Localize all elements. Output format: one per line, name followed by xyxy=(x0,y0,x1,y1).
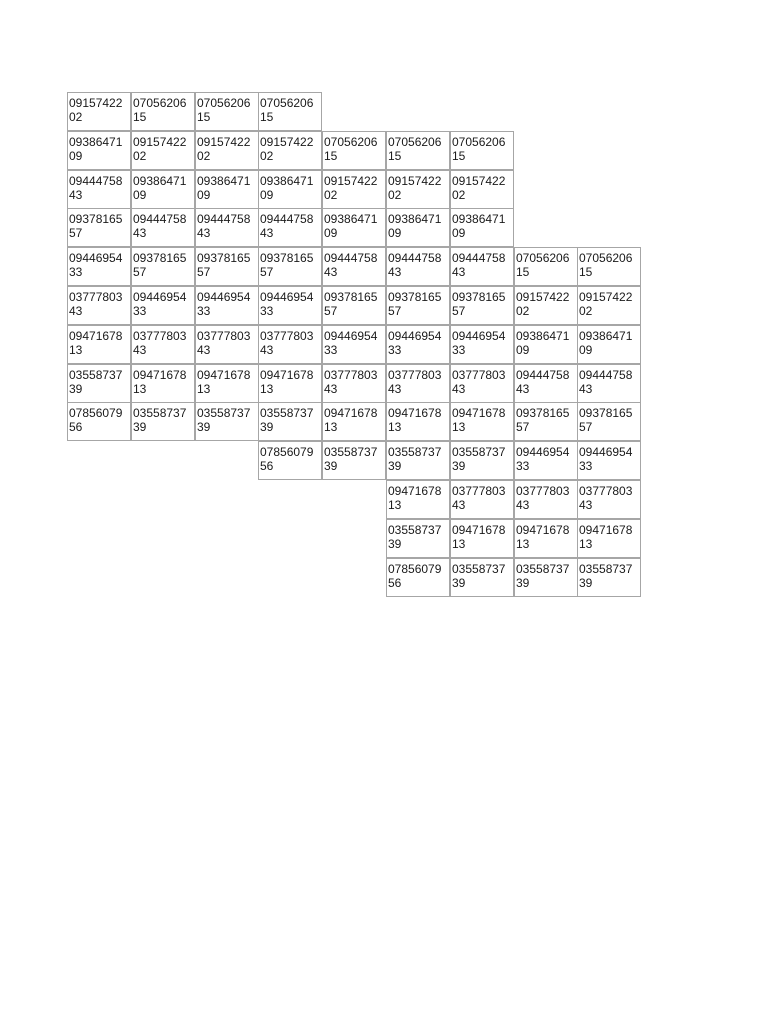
table-cell[interactable] xyxy=(67,247,131,286)
table-cell[interactable] xyxy=(67,208,131,247)
table-cell[interactable] xyxy=(386,208,450,247)
table-cell[interactable] xyxy=(577,286,641,325)
cell-number-line1: 03558737 xyxy=(324,445,378,459)
cell-number-line1: 09157422 xyxy=(452,174,506,188)
cell-number-line2: 02 xyxy=(260,149,274,163)
cell-number-line1: 07856079 xyxy=(69,406,123,420)
table-cell[interactable] xyxy=(67,92,131,131)
cell-number-line2: 39 xyxy=(516,576,530,590)
cell-number-line2: 15 xyxy=(133,110,147,124)
cell-number-line2: 13 xyxy=(388,420,402,434)
cell-number-line2: 09 xyxy=(579,343,593,357)
cell-number-line2: 57 xyxy=(452,304,466,318)
cell-number-line2: 13 xyxy=(452,537,466,551)
cell-number-line1: 03558737 xyxy=(388,445,442,459)
cell-number-line2: 33 xyxy=(69,265,83,279)
table-cell[interactable] xyxy=(514,286,578,325)
cell-number-line2: 57 xyxy=(260,265,274,279)
cell-number-line2: 43 xyxy=(197,226,211,240)
cell-number-line1: 09471678 xyxy=(579,523,633,537)
cell-number-line2: 39 xyxy=(324,459,338,473)
cell-number-line1: 09157422 xyxy=(197,135,251,149)
table-cell[interactable] xyxy=(322,364,386,403)
cell-number-line2: 57 xyxy=(69,226,83,240)
cell-number-line1: 09378165 xyxy=(388,290,442,304)
table-cell[interactable] xyxy=(386,441,450,480)
table-cell[interactable] xyxy=(514,364,578,403)
cell-number-line2: 57 xyxy=(579,420,593,434)
cell-number-line1: 09444758 xyxy=(197,212,251,226)
table-cell[interactable] xyxy=(131,402,195,441)
table-cell[interactable] xyxy=(258,170,322,209)
table-cell[interactable] xyxy=(514,558,578,597)
cell-number-line2: 02 xyxy=(69,110,83,124)
table-cell[interactable] xyxy=(386,286,450,325)
cell-number-line2: 02 xyxy=(452,188,466,202)
cell-number-line2: 02 xyxy=(516,304,530,318)
cell-number-line2: 13 xyxy=(388,498,402,512)
table-cell[interactable] xyxy=(322,208,386,247)
table-cell[interactable] xyxy=(195,92,259,131)
table-cell[interactable] xyxy=(258,325,322,364)
cell-number-line1: 09157422 xyxy=(260,135,314,149)
table-cell[interactable] xyxy=(577,519,641,558)
cell-number-line1: 09386471 xyxy=(516,329,570,343)
cell-number-line2: 43 xyxy=(388,265,402,279)
cell-number-line2: 43 xyxy=(516,498,530,512)
cell-number-line2: 02 xyxy=(388,188,402,202)
cell-number-line1: 07056206 xyxy=(452,135,506,149)
table-cell[interactable] xyxy=(577,402,641,441)
cell-number-line2: 33 xyxy=(388,343,402,357)
cell-number-line2: 33 xyxy=(579,459,593,473)
cell-number-line1: 09157422 xyxy=(388,174,442,188)
cell-number-line1: 09378165 xyxy=(197,251,251,265)
cell-number-line1: 09378165 xyxy=(452,290,506,304)
cell-number-line2: 43 xyxy=(452,265,466,279)
cell-number-line2: 02 xyxy=(324,188,338,202)
cell-number-line1: 09444758 xyxy=(516,368,570,382)
table-cell[interactable] xyxy=(322,247,386,286)
cell-number-line2: 02 xyxy=(579,304,593,318)
cell-number-line2: 09 xyxy=(516,343,530,357)
cell-number-line1: 09386471 xyxy=(452,212,506,226)
cell-number-line1: 09471678 xyxy=(69,329,123,343)
cell-number-line1: 07056206 xyxy=(197,96,251,110)
cell-number-line2: 39 xyxy=(388,537,402,551)
cell-number-line1: 09378165 xyxy=(260,251,314,265)
table-cell[interactable] xyxy=(514,325,578,364)
table-cell[interactable] xyxy=(195,325,259,364)
table-cell[interactable] xyxy=(258,92,322,131)
cell-number-line1: 09386471 xyxy=(579,329,633,343)
cell-number-line2: 43 xyxy=(516,382,530,396)
cell-number-line2: 09 xyxy=(324,226,338,240)
cell-number-line1: 07856079 xyxy=(260,445,314,459)
cell-number-line2: 09 xyxy=(388,226,402,240)
cell-number-line1: 09471678 xyxy=(452,406,506,420)
cell-number-line2: 09 xyxy=(452,226,466,240)
table-cell[interactable] xyxy=(131,208,195,247)
table-cell[interactable] xyxy=(450,558,514,597)
table-cell[interactable] xyxy=(514,519,578,558)
cell-number-line1: 07056206 xyxy=(260,96,314,110)
table-cell[interactable] xyxy=(131,325,195,364)
cell-number-line2: 33 xyxy=(133,304,147,318)
cell-number-line2: 33 xyxy=(516,459,530,473)
cell-number-line1: 09471678 xyxy=(516,523,570,537)
cell-number-line2: 09 xyxy=(260,188,274,202)
table-cell[interactable] xyxy=(195,286,259,325)
table-cell[interactable] xyxy=(386,364,450,403)
table-cell[interactable] xyxy=(67,325,131,364)
cell-number-line1: 03777803 xyxy=(452,484,506,498)
cell-number-line1: 03558737 xyxy=(452,562,506,576)
cell-number-line1: 07056206 xyxy=(516,251,570,265)
cell-number-line1: 03777803 xyxy=(133,329,187,343)
cell-number-line2: 15 xyxy=(579,265,593,279)
cell-number-line1: 09471678 xyxy=(452,523,506,537)
cell-number-line1: 09444758 xyxy=(133,212,187,226)
cell-number-line2: 43 xyxy=(260,226,274,240)
cell-number-line1: 09386471 xyxy=(388,212,442,226)
table-cell[interactable] xyxy=(386,170,450,209)
table-cell[interactable] xyxy=(322,325,386,364)
table-cell[interactable] xyxy=(67,170,131,209)
table-cell[interactable] xyxy=(450,325,514,364)
table-cell[interactable] xyxy=(514,402,578,441)
table-cell[interactable] xyxy=(258,286,322,325)
cell-number-line2: 33 xyxy=(324,343,338,357)
cell-number-line1: 09446954 xyxy=(516,445,570,459)
cell-number-line2: 02 xyxy=(133,149,147,163)
table-cell[interactable] xyxy=(514,441,578,480)
table-cell[interactable] xyxy=(195,402,259,441)
cell-number-line1: 09386471 xyxy=(197,174,251,188)
table-cell[interactable] xyxy=(258,131,322,170)
cell-number-line1: 03558737 xyxy=(69,368,123,382)
table-cell[interactable] xyxy=(386,247,450,286)
cell-number-line1: 09446954 xyxy=(197,290,251,304)
cell-number-line1: 03558737 xyxy=(388,523,442,537)
table-cell[interactable] xyxy=(67,402,131,441)
cell-number-line2: 13 xyxy=(579,537,593,551)
cell-number-line2: 43 xyxy=(579,382,593,396)
cell-number-line2: 09 xyxy=(69,149,83,163)
table-cell[interactable] xyxy=(322,286,386,325)
cell-number-line1: 09446954 xyxy=(69,251,123,265)
cell-number-line2: 33 xyxy=(260,304,274,318)
table-cell[interactable] xyxy=(450,286,514,325)
table-cell[interactable] xyxy=(386,480,450,519)
table-cell[interactable] xyxy=(322,170,386,209)
cell-number-line1: 09378165 xyxy=(324,290,378,304)
table-cell[interactable] xyxy=(322,402,386,441)
cell-number-line1: 03777803 xyxy=(197,329,251,343)
cell-number-line2: 43 xyxy=(69,304,83,318)
cell-number-line2: 39 xyxy=(133,420,147,434)
table-cell[interactable] xyxy=(195,170,259,209)
table-cell[interactable] xyxy=(450,441,514,480)
cell-number-line2: 39 xyxy=(388,459,402,473)
table-cell[interactable] xyxy=(577,441,641,480)
table-cell[interactable] xyxy=(131,92,195,131)
cell-number-line1: 03558737 xyxy=(579,562,633,576)
table-cell[interactable] xyxy=(322,131,386,170)
table-cell[interactable] xyxy=(577,364,641,403)
table-cell[interactable] xyxy=(386,325,450,364)
cell-number-line2: 09 xyxy=(133,188,147,202)
cell-number-line1: 09386471 xyxy=(133,174,187,188)
cell-number-line1: 09386471 xyxy=(324,212,378,226)
cell-number-line1: 07056206 xyxy=(388,135,442,149)
table-cell[interactable] xyxy=(450,170,514,209)
table-cell[interactable] xyxy=(322,441,386,480)
cell-number-line2: 39 xyxy=(452,576,466,590)
table-cell[interactable] xyxy=(131,131,195,170)
cell-number-line1: 07056206 xyxy=(133,96,187,110)
table-cell[interactable] xyxy=(450,519,514,558)
cell-number-line2: 09 xyxy=(197,188,211,202)
cell-number-line2: 43 xyxy=(324,382,338,396)
cell-number-line1: 03558737 xyxy=(260,406,314,420)
cell-number-line1: 07056206 xyxy=(579,251,633,265)
cell-number-line2: 57 xyxy=(388,304,402,318)
cell-number-line2: 13 xyxy=(133,382,147,396)
cell-number-line1: 09378165 xyxy=(69,212,123,226)
cell-number-line1: 03558737 xyxy=(197,406,251,420)
cell-number-line2: 13 xyxy=(197,382,211,396)
cell-number-line1: 09446954 xyxy=(579,445,633,459)
cell-number-line1: 09471678 xyxy=(388,406,442,420)
cell-number-line2: 39 xyxy=(69,382,83,396)
cell-number-line1: 07856079 xyxy=(388,562,442,576)
cell-number-line1: 03777803 xyxy=(388,368,442,382)
cell-number-line1: 09446954 xyxy=(388,329,442,343)
cell-number-line2: 56 xyxy=(69,420,83,434)
cell-number-line1: 09471678 xyxy=(133,368,187,382)
table-cell[interactable] xyxy=(195,247,259,286)
table-cell[interactable] xyxy=(67,131,131,170)
table-cell[interactable] xyxy=(450,247,514,286)
cell-number-line2: 15 xyxy=(388,149,402,163)
table-cell[interactable] xyxy=(67,286,131,325)
cell-number-line2: 13 xyxy=(516,537,530,551)
table-cell[interactable] xyxy=(386,558,450,597)
cell-number-line2: 43 xyxy=(133,226,147,240)
cell-number-line2: 56 xyxy=(388,576,402,590)
cell-number-line1: 09157422 xyxy=(133,135,187,149)
table-cell[interactable] xyxy=(258,402,322,441)
cell-number-line1: 09444758 xyxy=(69,174,123,188)
cell-number-line2: 13 xyxy=(452,420,466,434)
table-cell[interactable] xyxy=(577,247,641,286)
cell-number-line2: 43 xyxy=(579,498,593,512)
cell-number-line2: 13 xyxy=(69,343,83,357)
cell-number-line2: 56 xyxy=(260,459,274,473)
cell-number-line1: 09444758 xyxy=(579,368,633,382)
table-cell[interactable] xyxy=(386,402,450,441)
cell-number-line1: 09378165 xyxy=(579,406,633,420)
table-cell[interactable] xyxy=(514,480,578,519)
cell-number-line1: 09471678 xyxy=(197,368,251,382)
cell-number-line1: 09157422 xyxy=(516,290,570,304)
cell-number-line2: 13 xyxy=(260,382,274,396)
cell-number-line2: 57 xyxy=(516,420,530,434)
table-cell[interactable] xyxy=(514,247,578,286)
cell-number-line1: 09471678 xyxy=(260,368,314,382)
cell-number-line1: 03558737 xyxy=(452,445,506,459)
table-cell[interactable] xyxy=(450,131,514,170)
table-cell[interactable] xyxy=(131,247,195,286)
cell-number-line1: 03777803 xyxy=(69,290,123,304)
cell-number-line1: 03777803 xyxy=(452,368,506,382)
cell-number-line2: 15 xyxy=(197,110,211,124)
cell-number-line1: 09444758 xyxy=(324,251,378,265)
cell-number-line1: 09378165 xyxy=(516,406,570,420)
cell-number-line1: 03777803 xyxy=(260,329,314,343)
cell-number-line1: 09446954 xyxy=(260,290,314,304)
cell-number-line2: 43 xyxy=(260,343,274,357)
cell-number-line1: 03777803 xyxy=(324,368,378,382)
cell-number-line2: 39 xyxy=(579,576,593,590)
cell-number-line2: 57 xyxy=(133,265,147,279)
cell-number-line1: 09444758 xyxy=(452,251,506,265)
table-cell[interactable] xyxy=(195,364,259,403)
cell-number-line1: 09444758 xyxy=(260,212,314,226)
table-cell[interactable] xyxy=(577,558,641,597)
table-cell[interactable] xyxy=(195,131,259,170)
cell-number-line2: 43 xyxy=(133,343,147,357)
cell-number-line1: 09378165 xyxy=(133,251,187,265)
table-cell[interactable] xyxy=(258,247,322,286)
table-cell[interactable] xyxy=(450,208,514,247)
cell-number-line2: 33 xyxy=(452,343,466,357)
table-cell[interactable] xyxy=(450,364,514,403)
cell-number-line1: 09471678 xyxy=(388,484,442,498)
cell-number-line2: 43 xyxy=(197,343,211,357)
cell-number-line1: 09157422 xyxy=(324,174,378,188)
cell-number-line1: 03558737 xyxy=(516,562,570,576)
cell-number-line2: 02 xyxy=(197,149,211,163)
cell-number-line1: 09157422 xyxy=(69,96,123,110)
cell-number-line1: 03777803 xyxy=(579,484,633,498)
table-cell[interactable] xyxy=(131,170,195,209)
cell-number-line2: 43 xyxy=(452,382,466,396)
cell-number-line2: 43 xyxy=(324,265,338,279)
cell-number-line2: 39 xyxy=(197,420,211,434)
table-cell[interactable] xyxy=(195,208,259,247)
cell-number-line2: 33 xyxy=(197,304,211,318)
cell-number-line2: 43 xyxy=(69,188,83,202)
cell-number-line1: 09471678 xyxy=(324,406,378,420)
table-cell[interactable] xyxy=(67,364,131,403)
table-cell[interactable] xyxy=(450,480,514,519)
table-cell[interactable] xyxy=(258,441,322,480)
cell-number-line2: 57 xyxy=(197,265,211,279)
table-cell[interactable] xyxy=(131,364,195,403)
cell-number-line1: 09157422 xyxy=(579,290,633,304)
table-cell[interactable] xyxy=(577,480,641,519)
cell-number-line2: 13 xyxy=(324,420,338,434)
cell-number-line1: 09386471 xyxy=(260,174,314,188)
cell-number-line2: 15 xyxy=(516,265,530,279)
cell-number-line1: 03777803 xyxy=(516,484,570,498)
cell-number-line2: 43 xyxy=(388,382,402,396)
cell-number-line2: 15 xyxy=(452,149,466,163)
table-cell[interactable] xyxy=(450,402,514,441)
table-cell[interactable] xyxy=(131,286,195,325)
table-cell[interactable] xyxy=(386,519,450,558)
table-cell[interactable] xyxy=(258,364,322,403)
cell-number-line1: 09446954 xyxy=(324,329,378,343)
cell-number-line1: 09446954 xyxy=(452,329,506,343)
table-cell[interactable] xyxy=(577,325,641,364)
cell-number-line2: 43 xyxy=(452,498,466,512)
cell-number-line2: 15 xyxy=(260,110,274,124)
cell-number-line1: 07056206 xyxy=(324,135,378,149)
cell-number-line2: 39 xyxy=(260,420,274,434)
cell-number-line2: 39 xyxy=(452,459,466,473)
table-cell[interactable] xyxy=(258,208,322,247)
cell-number-line1: 03558737 xyxy=(133,406,187,420)
cell-number-line1: 09446954 xyxy=(133,290,187,304)
table-cell[interactable] xyxy=(386,131,450,170)
cell-number-line2: 15 xyxy=(324,149,338,163)
cell-number-line1: 09444758 xyxy=(388,251,442,265)
cell-number-line1: 09386471 xyxy=(69,135,123,149)
cell-number-line2: 57 xyxy=(324,304,338,318)
